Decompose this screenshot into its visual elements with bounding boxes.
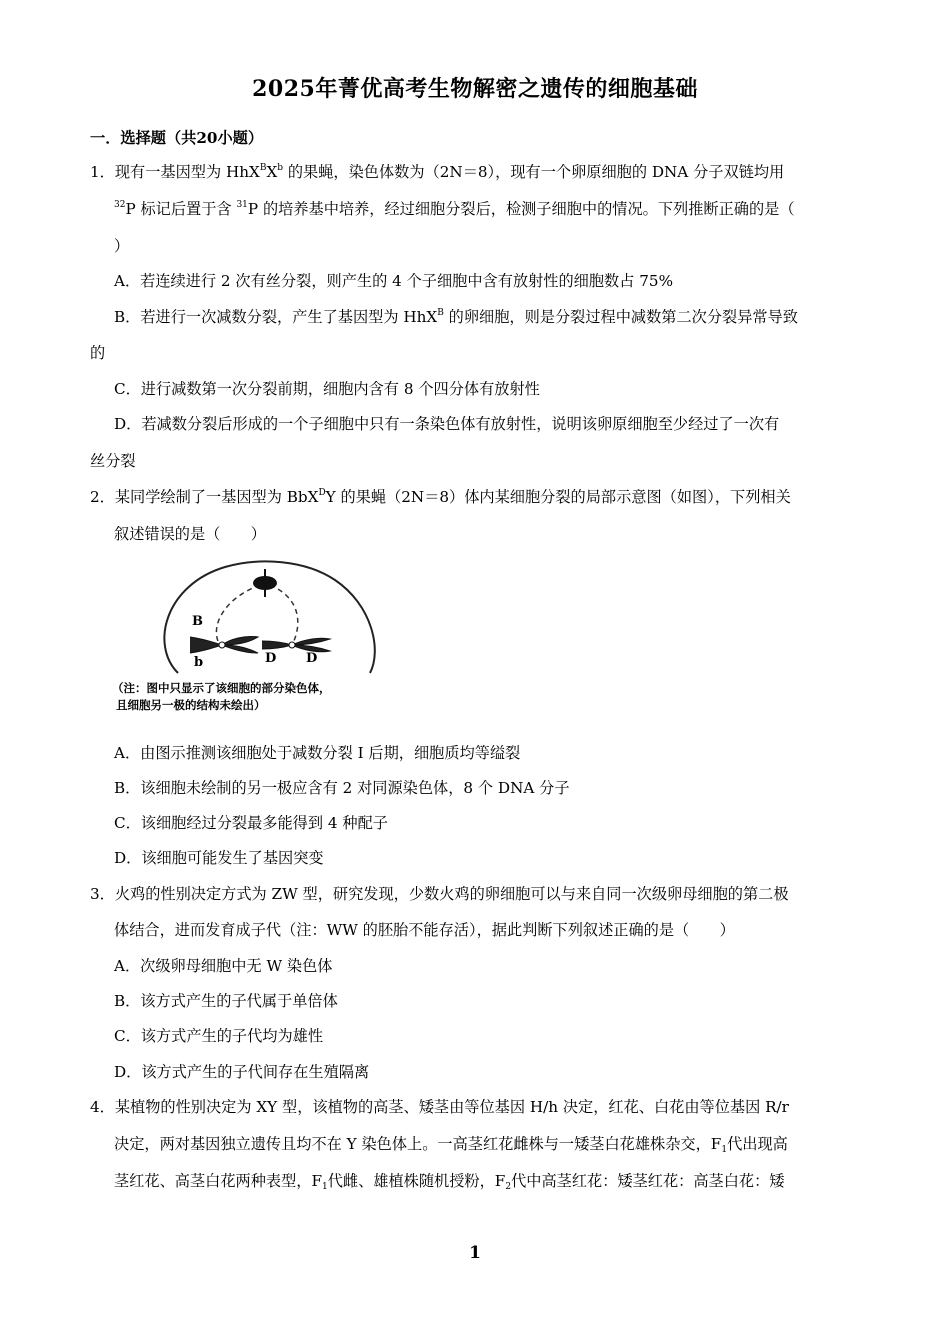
q2-option-b: B．该细胞未绘制的另一极应含有 2 对同源染色体，8 个 DNA 分子 [114, 779, 570, 797]
q3-option-c: C．该方式产生的子代均为雄性 [114, 1027, 324, 1045]
q1-stem-line1: 1．现有一基因型为 $HhX^BX^b$ 的果蝇，染色体数为（2N＝8），现有一个卵原细胞的 DNA 分子双链均用 [90, 163, 785, 181]
q2-option-a: A．由图示推测该细胞处于减数分裂 I 后期，细胞质均等缢裂 [114, 744, 521, 762]
q2-option-d: D．该细胞可能发生了基因突变 [114, 849, 324, 867]
q4-stem-line3: 茎红花、高茎白花两种表型，$F_1$代雌、雄植株随机授粉，$F_2$代中高茎红花：矮茎红花：高茎白花：矮 [114, 1172, 785, 1192]
q3-stem-line1: 3．火鸡的性别决定方式为 ZW 型，研究发现，少数火鸡的卵细胞可以与来自同一次级卵母细胞的第二极 [90, 885, 789, 903]
figure-note-line2: 且细胞另一极的结构未绘出） [116, 698, 266, 712]
q2-option-c: C．该细胞经过分裂最多能得到 4 种配子 [114, 814, 388, 832]
q3-option-b: B．该方式产生的子代属于单倍体 [114, 992, 338, 1010]
q1-option-b-cont: 的 [90, 344, 106, 362]
q1-option-c: C．进行减数第一次分裂前期，细胞内含有 8 个四分体有放射性 [114, 380, 540, 398]
page-number: 1 [469, 1243, 481, 1263]
q1-stem-line2: $^{32}$P 标记后置于含 $^{31}$P 的培养基中培养，经过细胞分裂后，检测子细胞中的情况。下列推断正确的是（ [114, 200, 795, 218]
q2-stem-line1: 2．某同学绘制了一基因型为 BbX$^D$Y 的果蝇（2N＝8）体内某细胞分裂的局部示意图（如图），下列相关 [90, 488, 791, 506]
label-D1: D [265, 651, 277, 666]
q4-stem-line2: 决定，两对基因独立遗传且均不在 Y 染色体上。一高茎红花雌株与一矮茎白花雄株杂交，$F_1$代出现高 [114, 1135, 788, 1155]
q3-option-d: D．该方式产生的子代间存在生殖隔离 [114, 1063, 370, 1081]
q1-option-a: A．若连续进行 2 次有丝分裂，则产生的 4 个子细胞中含有放射性的细胞数占 75% [114, 272, 674, 290]
label-D2: D [306, 651, 318, 666]
cell-division-figure [110, 555, 410, 720]
q1-option-d: D．若减数分裂后形成的一个子细胞中只有一条染色体有放射性，说明该卵原细胞至少经过了一次有 [114, 415, 780, 433]
page-title: 2025年菁优高考生物解密之遗传的细胞基础 [252, 76, 698, 102]
q3-option-a: A．次级卵母细胞中无 W 染色体 [114, 957, 333, 975]
section-heading: 一．选择题（共20小题） [90, 129, 264, 147]
q1-option-b: B．若进行一次减数分裂，产生了基因型为 HhX$^B$ 的卵细胞，则是分裂过程中减数第二次分裂异常导致 [114, 308, 798, 326]
cell-diagram [110, 555, 410, 720]
figure-note-line1: （注：图中只显示了该细胞的部分染色体， [112, 681, 331, 695]
label-b: b [194, 655, 204, 670]
label-B: B [192, 614, 203, 629]
q1-stem-line3: ） [114, 237, 130, 255]
q1-option-d-cont: 丝分裂 [90, 452, 136, 470]
q2-stem-line2: 叙述错误的是（ ） [114, 525, 266, 543]
q4-stem-line1: 4．某植物的性别决定为 XY 型，该植物的高茎、矮茎由等位基因 H/h 决定，红花、白花由等位基因 R/r [90, 1098, 789, 1116]
q3-stem-line2: 体结合，进而发育成子代（注：WW 的胚胎不能存活），据此判断下列叙述正确的是（ ） [114, 921, 735, 939]
